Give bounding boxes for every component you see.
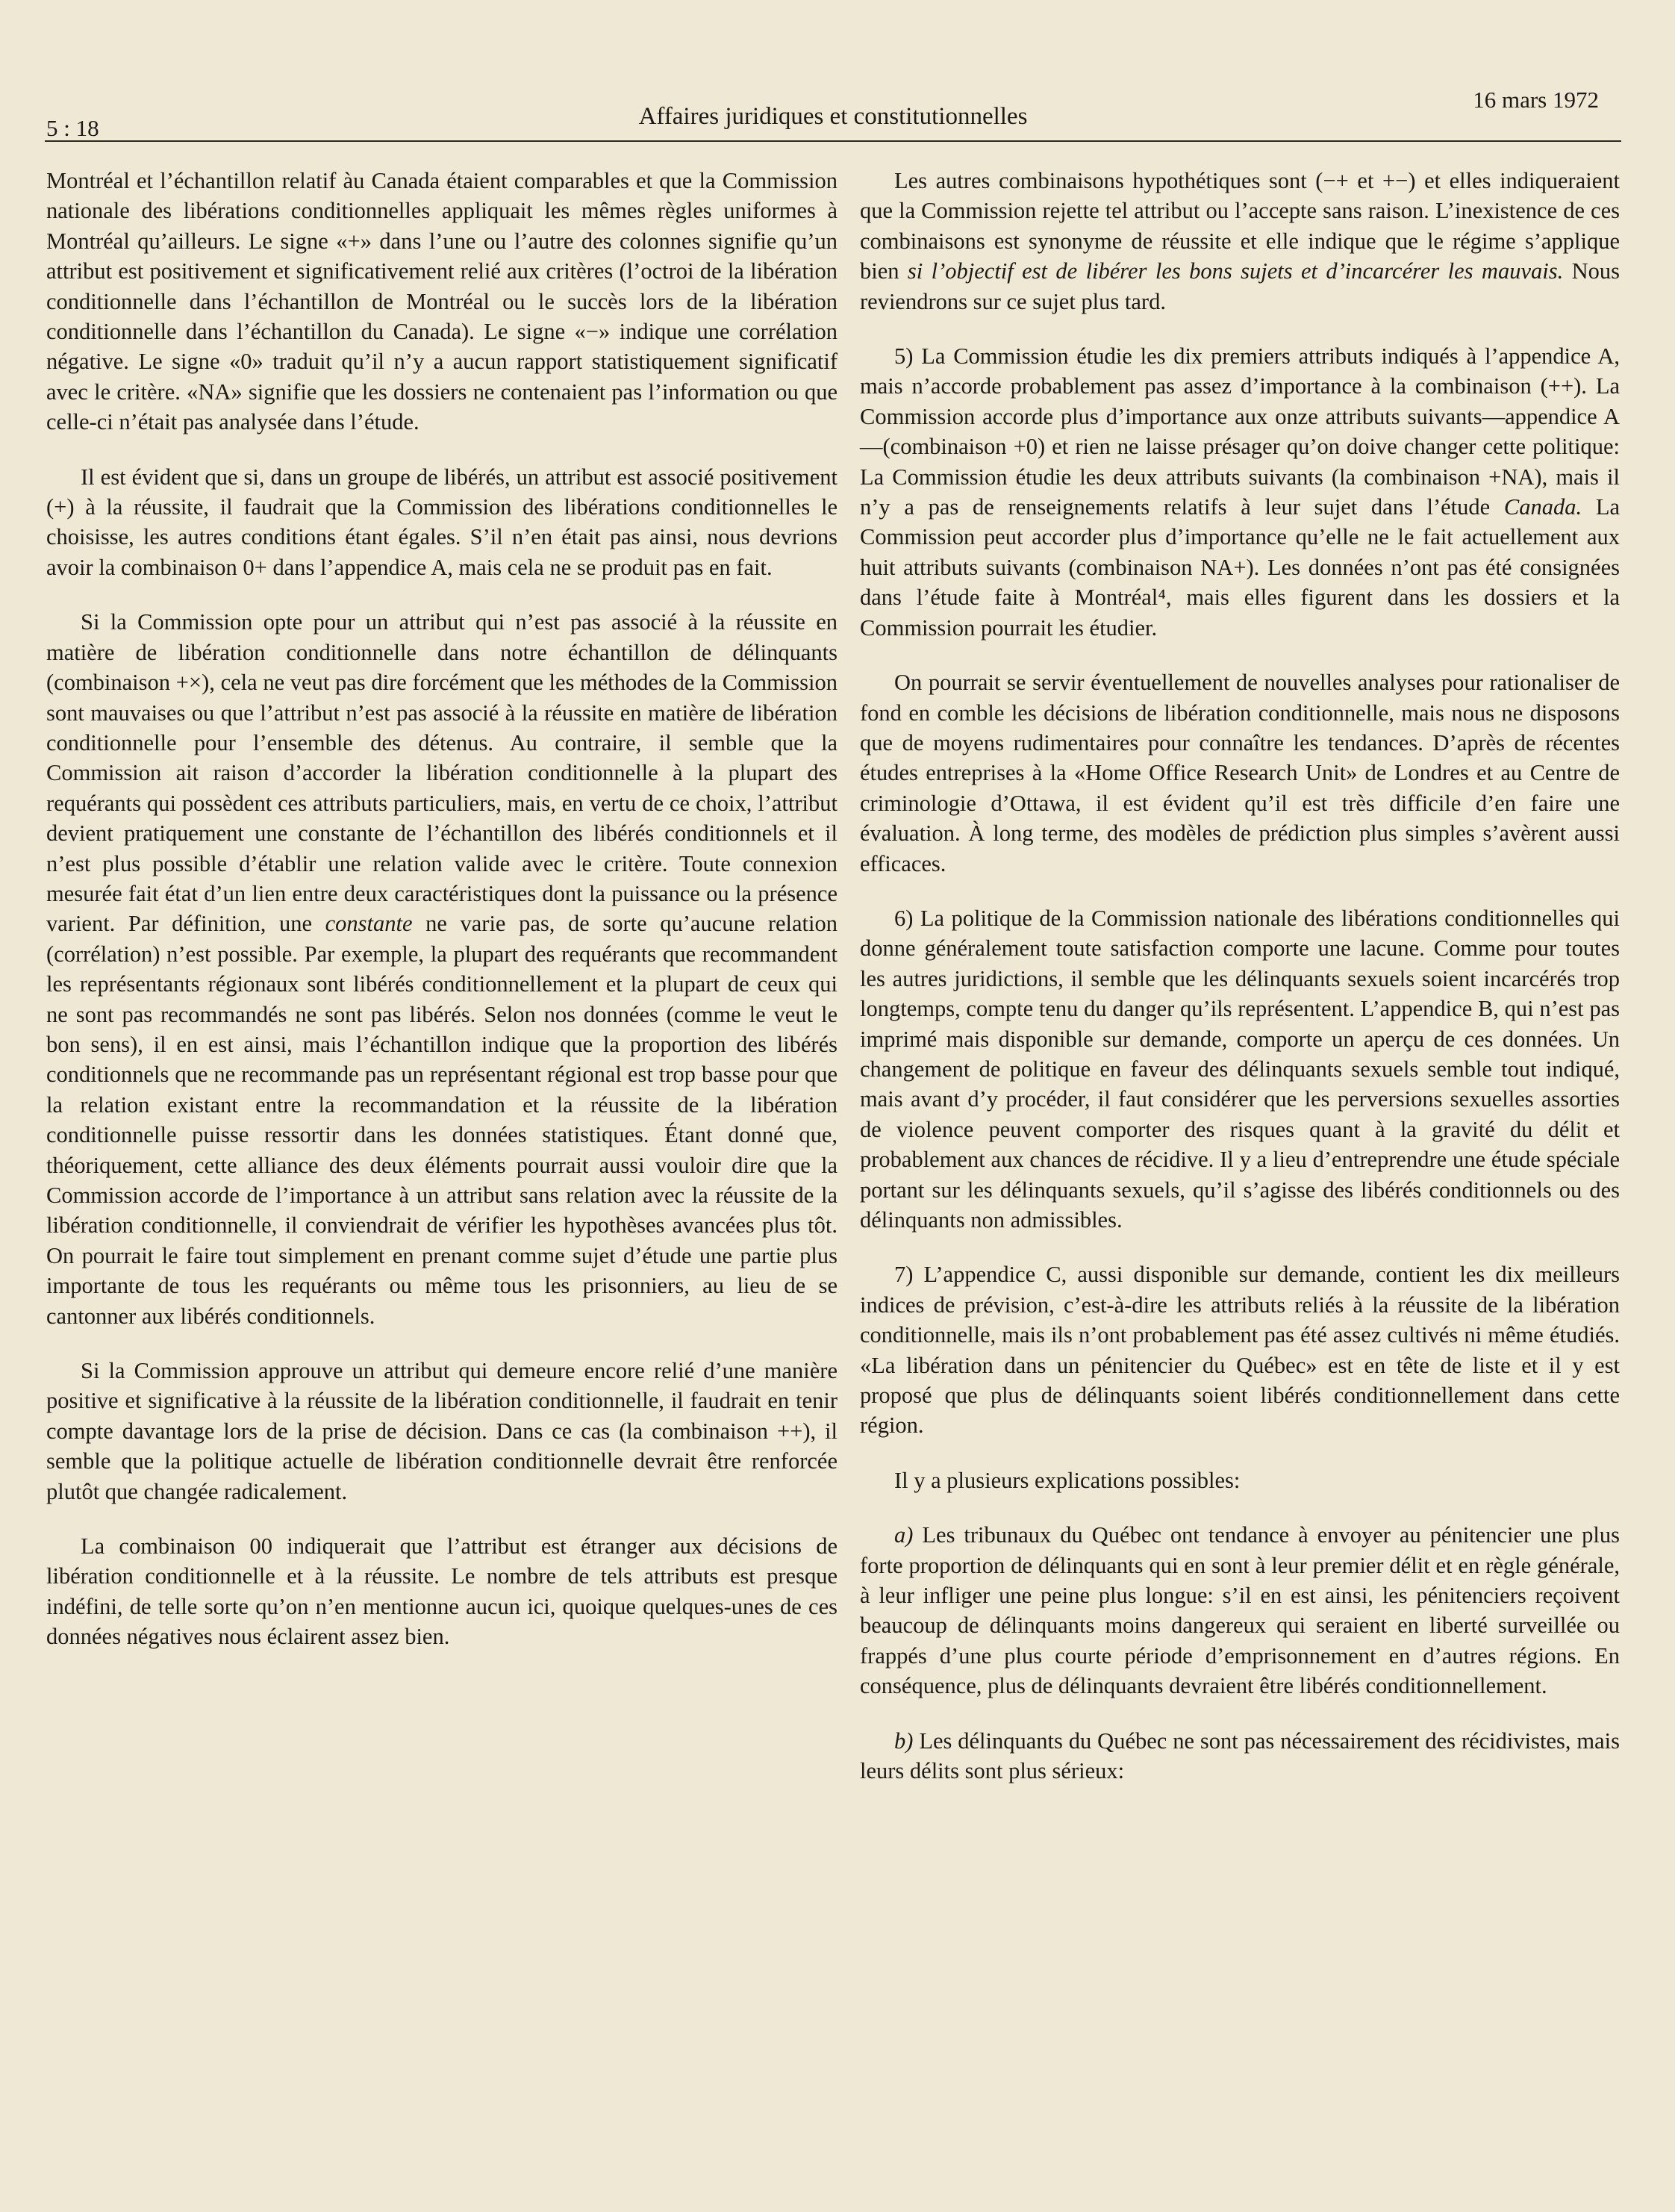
paragraph: Montréal et l’échantillon relatif àu Canada étaient comparables et que la Commission nationale des libérations conditionnelles appliquait les mêmes règles uniformes à Montréal qu’ailleurs. Le signe «+» dans l’une ou l’autre des colonnes signifie qu’un attribut est positivement et significativement relié aux critères (l’octroi de la libération conditionnelle dans l’échantillon de Montréal ou le succès lors de la libération conditionnelle dans l’échantillon du Canada). Le signe «−» indique une corrélation négative. Le signe «0» traduit qu’il n’y a aucun rapport statistiquement significatif avec le critère. «NA» signifie que les dossiers ne contenaient pas l’information ou que celle-ci n’était pas analysée dans l’étude.	[46, 168, 838, 435]
emphasis-text: Canada.	[1503, 494, 1582, 520]
paragraph-text: Les délinquants du Québec ne sont pas nécessairement des récidivistes, mais leurs délits sont plus sérieux:	[860, 1727, 1620, 1784]
right-column	[860, 166, 1620, 1786]
page-number: 5 : 18	[46, 115, 99, 141]
paragraph-text: Si la Commission opte pour un attribut qui n’est pas associé à la réussite en matière de libération conditionnelle dans notre échantillon de délinquants (combinaison +×), cela ne veut pas dire forcément que les méthodes de la Commission sont mauvaises ou que l’attribut n’est pas associé à la réussite en matière de libération conditionnelle pour l’ensemble des détenus. Au contraire, il semble que la Commission ait raison d’accorder la libération conditionnelle à la plupart des requérants qui possèdent ces attributs particuliers, mais, en vertu de ce choix, l’attribut devient pratiquement une constante de l’échantillon des libérés conditionnels et il n’est plus possible d’établir une relation valide avec le critère. Toute connexion mesurée fait état d’un lien entre deux caractéristiques dont la puissance ou la présence varient. Par définition, une	[46, 609, 838, 937]
list-marker: b)	[894, 1727, 914, 1754]
paragraph: 7) L’appendice C, aussi disponible sur demande, contient les dix meilleurs indices de prévision, c’est-à-dire les attributs reliés à la réussite de la libération conditionnelle, mais ils n’ont probablement pas été assez cultivés ni même étudiés. «La libération dans un pénitencier du Québec» est en tête de liste et il y est proposé que plus de délinquants soient libérés conditionnellement dans cette région.	[860, 1262, 1620, 1439]
emphasis-text: si l’objectif est de libérer les bons sujets et d’incarcérer les mauvais.	[907, 258, 1564, 284]
paragraph: Si la Commission approuve un attribut qui demeure encore relié d’une manière positive et significative à la réussite de la libération conditionnelle, il faudrait en tenir compte davantage lors de la prise de décision. Dans ce cas (la combinaison ++), il semble que la politique actuelle de libération conditionnelle devrait être renforcée plutôt que changée radicalement.	[46, 1358, 838, 1504]
paragraph: On pourrait se servir éventuellement de nouvelles analyses pour rationaliser de fond en comble les décisions de libération conditionnelle, mais nous ne disposons que de moyens rudimentaires pour connaître les tendances. D’après de récentes études entreprises à la «Home Office Research Unit» de Londres et au Centre de criminologie d’Ottawa, il est évident qu’il est très difficile d’en faire une évaluation. À long terme, des modèles de prédiction plus simples s’avèrent aussi efficaces.	[860, 670, 1620, 876]
page-header	[45, 81, 1621, 142]
paragraph-text: 5) La Commission étudie les dix premiers attributs indiqués à l’appendice A, mais n’accorde probablement pas assez d’importance à la combinaison (++). La Commission accorde plus d’importance aux onze attributs suivants—appendice A—(combinaison +0) et rien ne laisse présager qu’on doive changer cette politique: La Commission étudie les deux attributs suivants (la combinaison +NA), mais il n’y a pas de renseignements relatifs à leur sujet dans l’étude	[860, 343, 1620, 520]
paragraph: Il est évident que si, dans un groupe de libérés, un attribut est associé positivement (+) à la réussite, il faudrait que la Commission des libérations conditionnelles le choisisse, les autres conditions étant égales. S’il n’en était pas ainsi, nous devrions avoir la combinaison 0+ dans l’appendice A, mais cela ne se produit pas en fait.	[46, 464, 838, 580]
paragraph: 6) La politique de la Commission nationale des libérations conditionnelles qui donne généralement toute satisfaction comporte une lacune. Comme pour toutes les autres juridictions, il semble que les délinquants sexuels soient incarcérés trop longtemps, compte tenu du danger qu’ils représentent. L’appendice B, qui n’est pas imprimé mais disponible sur demande, comporte un aperçu de ces données. Un changement de politique en faveur des délinquants sexuels semble tout indiqué, mais avant d’y procéder, il faut considérer que les perversions sexuelles assorties de violence peuvent comporter des risques quant à la gravité du délit et probablement aux chances de récidive. Il y a lieu d’entreprendre une étude spéciale portant sur les délinquants sexuels, qu’il s’agisse des libérés conditionnels ou des délinquants non admissibles.	[860, 905, 1620, 1233]
paragraph	[860, 1726, 1620, 1786]
paragraph	[46, 607, 838, 1331]
paragraph-text: La Commission peut accorder plus d’importance qu’elle ne le fait actuellement aux huit attributs suivants (combinaison NA+). Les données n’ont pas été consignées dans l’étude faite à Montréal⁴, mais elles figurent dans les dossiers et la Commission pourrait les étudier.	[860, 494, 1620, 641]
paragraph-text: Nous reviendrons sur ce sujet plus tard.	[860, 258, 1621, 314]
list-marker: a)	[894, 1522, 914, 1548]
emphasis-text: constante	[325, 911, 413, 937]
paragraph-text: Les autres combinaisons hypothétiques sont (−+ et +−) et elles indiqueraient que la Commission rejette tel attribut ou l’accepte sans raison. L’inexistence de ces combinaisons est synonyme de réussite et elle indique que le régime s’applique bien	[860, 168, 1620, 284]
paragraph	[860, 1520, 1620, 1701]
paragraph	[860, 341, 1620, 643]
header-date: 16 mars 1972	[1473, 87, 1599, 113]
left-column	[46, 166, 838, 1652]
running-title: Affaires juridiques et constitutionnelles	[638, 103, 1028, 130]
paragraph-text: ne varie pas, de sorte qu’aucune relation (corrélation) n’est possible. Par exemple, la plupart des requérants que recommandent les représentants régionaux sont libérés conditionnellement et la plupart de ceux qui ne sont pas recommandés ne sont pas libérés. Selon nos données (comme le veut le bon sens), il en est ainsi, mais l’échantillon indique que la proportion des libérés conditionnels que ne recommande pas un représentant régional est trop basse pour que la relation existant entre la recommandation et la réussite de la libération conditionnelle puisse ressortir dans les données statistiques. Étant donné que, théoriquement, cette alliance des deux éléments pourrait aussi vouloir dire que la Commission accorde de l’importance à un attribut sans relation avec la réussite de la libération conditionnelle, il conviendrait de vérifier les hypothèses avancées plus tôt. On pourrait le faire tout simplement en prenant comme sujet d’étude une partie plus importante de tous les requérants ou même tous les prisonniers, au lieu de se cantonner aux libérés conditionnels.	[46, 911, 838, 1329]
paragraph	[860, 166, 1620, 317]
paragraph: La combinaison 00 indiquerait que l’attribut est étranger aux décisions de libération conditionnelle et à la réussite. Le nombre de tels attributs est presque indéfini, de telle sorte qu’on n’en mentionne aucun ici, quoique quelques-unes de ces données négatives nous éclairent assez bien.	[46, 1533, 838, 1650]
paragraph: Il y a plusieurs explications possibles:	[894, 1467, 1241, 1493]
paragraph-text: Les tribunaux du Québec ont tendance à envoyer au pénitencier une plus forte proportion de délinquants qui en sont à leur premier délit et en règle générale, à leur infliger une peine plus longue: s’il en est ainsi, les pénitenciers reçoivent beaucoup de délinquants moins dangereux qui seraient en liberté surveillée ou frappés d’une plus courte période d’emprisonnement en d’autres régions. En conséquence, plus de délinquants devraient être libérés conditionnellement.	[860, 1522, 1620, 1699]
